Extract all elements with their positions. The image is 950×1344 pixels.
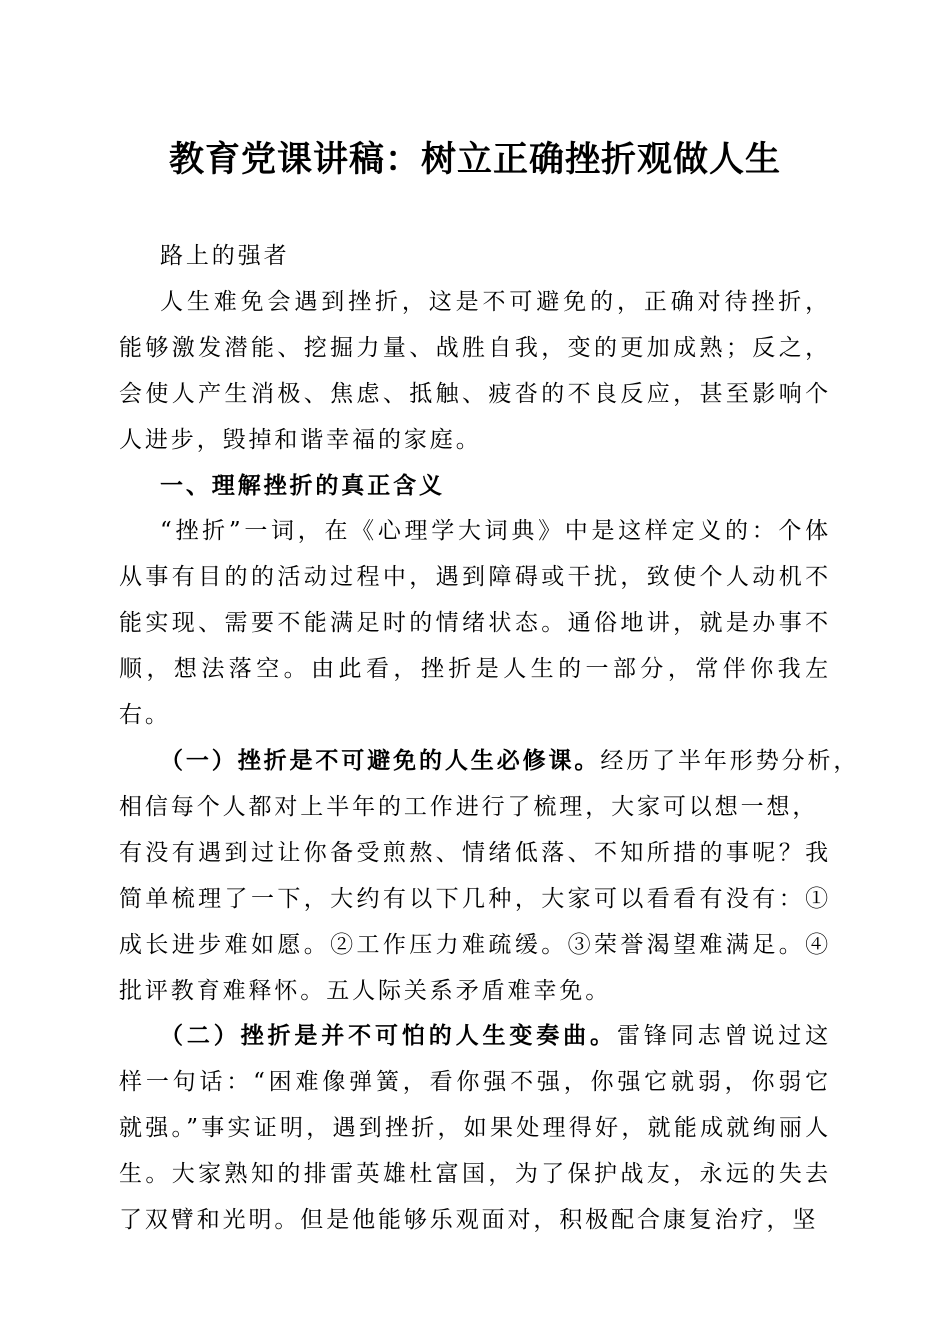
point-1-second-line: 相信每个人都对上半年的工作进行了梳理，大家可以想一想，	[119, 793, 819, 820]
point-1-lead: （一）挫折是不可避免的人生必修课。	[160, 747, 601, 774]
point-2-lead: （二）挫折是并不可怕的人生变奏曲。	[160, 1023, 617, 1050]
definition-paragraph: “挫折”一词，在《心理学大词典》中是这样定义的：个体从事有目的的活动过程中，遇到障碍或干扰，致使个人动机不能实现、需要不能满足时的情绪状态。通俗地讲，就是办事不顺，想法落空。由此看，挫折是人生的一部分，常伴你我左右。	[119, 518, 831, 729]
subtitle-line: 路上的强者	[160, 243, 290, 269]
point-1-rest: 有没有遇到过让你备受煎熬、情绪低落、不知所措的事呢？我简单梳理了一下，大约有以下几种，大家可以看看有没有：①成长进步难如愿。②工作压力难疏缓。③荣誉渴望难满足。④批评教育难释怀。五人际关系矛盾难幸免。	[119, 839, 831, 1004]
point-2-text: 雷锋同志曾说过这样一句话：“困难像弹簧，看你强不强，你强它就弱，你弱它就强。”事实证明，遇到挫折，如果处理得好，就能成就绚丽人生。大家熟知的排雷英雄杜富国，为了保护战友，永远的失去了双臂和光明。但是他能够乐观面对，积极配合康复治疗，坚	[119, 1023, 831, 1234]
document-body	[119, 234, 860, 1244]
section-heading-1: 一、理解挫折的真正含义	[160, 472, 445, 499]
document-title: 教育党课讲稿：树立正确挫折观做人生	[168, 139, 781, 180]
point-1-line1-tail: 经历了半年形势分析，	[600, 747, 860, 774]
point-1-first-line	[119, 739, 860, 785]
point-2-paragraph	[119, 1014, 831, 1244]
intro-paragraph: 人生难免会遇到挫折，这是不可避免的，正确对待挫折，能够激发潜能、挖掘力量、战胜自我，变的更加成熟；反之，会使人产生消极、焦虑、抵触、疲沓的不良反应，甚至影响个人进步，毁掉和谐幸福的家庭。	[119, 288, 831, 453]
